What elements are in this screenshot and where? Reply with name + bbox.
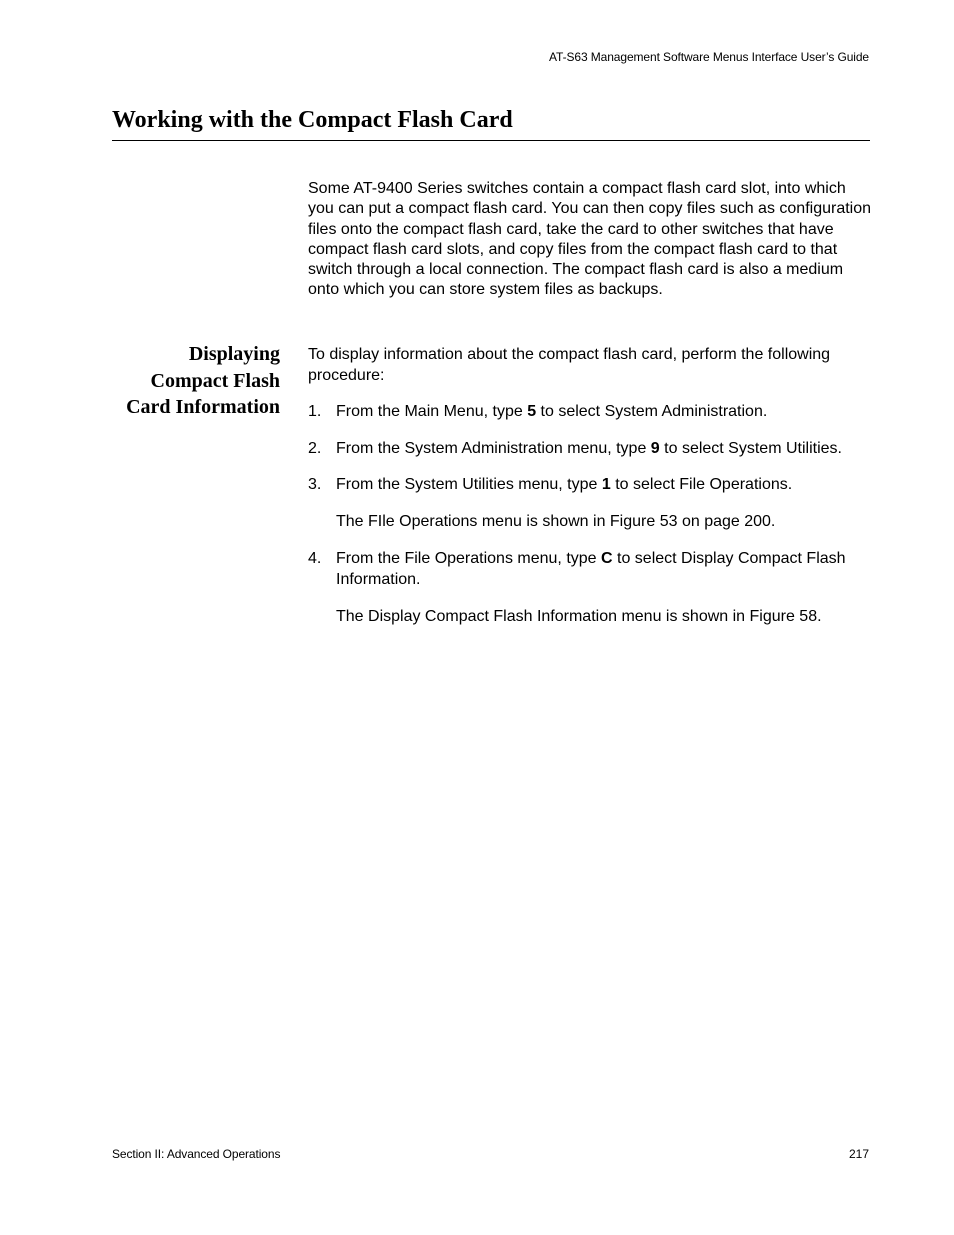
heading-line-1: Displaying	[188, 343, 280, 365]
heading-line-3: Card Information	[126, 396, 280, 418]
step-key: C	[601, 550, 613, 567]
procedure-lead: To display information about the compact flash card, perform the following procedure:	[308, 346, 831, 384]
step-3	[308, 475, 873, 496]
step-note: The FIle Operations menu is shown in Figure 53 on page 200.	[336, 512, 776, 530]
title-rule	[112, 140, 870, 141]
step-number: 2.	[308, 439, 322, 457]
subsection-heading	[100, 341, 280, 421]
step-text: to select File Operations.	[610, 476, 793, 493]
step-number: 4.	[308, 550, 322, 567]
footer-section-name: Section II: Advanced Operations	[112, 1147, 281, 1161]
step-4	[308, 549, 873, 590]
procedure	[308, 345, 873, 628]
step-text: to select System Utilities.	[659, 439, 842, 457]
step-2	[308, 439, 873, 460]
step-note: The Display Compact Flash Information menu is shown in Figure 58.	[336, 608, 822, 625]
step-1	[308, 402, 873, 423]
step-key: 1	[601, 476, 611, 493]
step-text: to select Display Compact Flash Information.	[336, 550, 846, 588]
step-number: 3.	[308, 476, 322, 493]
intro-paragraph: Some AT-9400 Series switches contain a compact flash card slot, into which you can put a compact flash card. You can then copy files such as configuration files onto the compact flash card, take the card to other switches that have compact flash card slots, and copy files from the compact flash card to that switch through a local connection. The compact flash card is also a medium onto which you can store system files as backups.	[308, 180, 872, 299]
step-text: From the System Administration menu, type	[336, 439, 651, 457]
heading-line-2: Compact Flash	[150, 369, 280, 392]
step-key: 9	[650, 439, 660, 457]
step-number: 1.	[308, 403, 322, 420]
step-text: to select System Administration.	[536, 403, 768, 420]
step-text: From the File Operations menu, type	[336, 550, 601, 567]
running-header: AT-S63 Management Software Menus Interface User’s Guide	[549, 50, 869, 64]
section-title: Working with the Compact Flash Card	[112, 107, 513, 133]
page-number: 217	[848, 1147, 869, 1161]
step-text: From the System Utilities menu, type	[336, 476, 602, 493]
step-text: From the Main Menu, type	[336, 403, 528, 420]
step-key: 5	[527, 403, 537, 420]
